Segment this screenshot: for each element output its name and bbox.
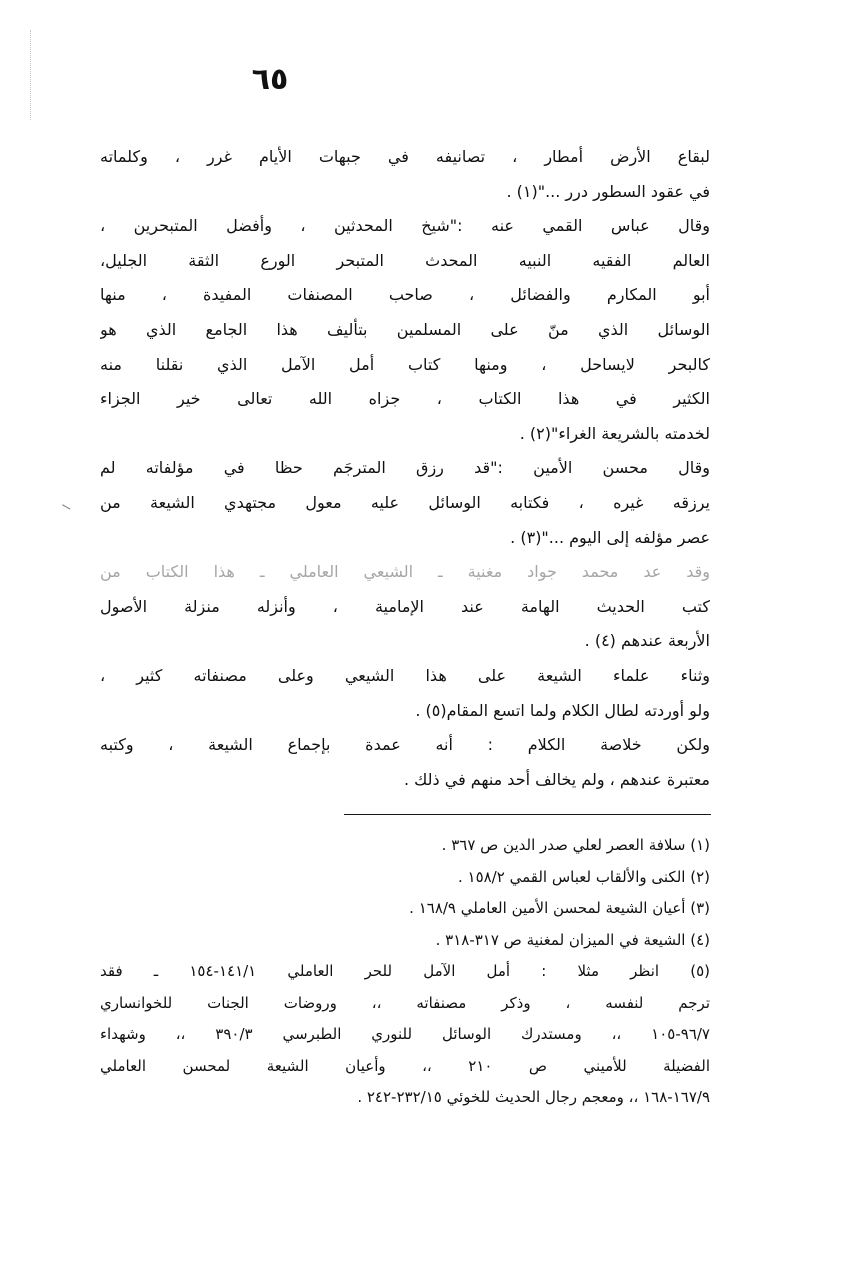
page-number: ٦٥ [251,62,289,97]
footnote-line: (٢) الكنى والألقاب لعباس القمي ١٥٨/٢ . [457,867,710,886]
body-line: ولكن خلاصة الكلام : أنه عمدة بإجماع الشيعة ، وكتبه [100,735,710,755]
body-line: وقال عباس القمي عنه :"شيخ المحدثين ، وأفضل المتبحرين ، [100,216,710,236]
footnotes [100,830,710,1114]
body-line: عصر مؤلفه إلى اليوم ..."(٣) . [510,527,710,547]
body-line: العالم الفقيه النبيه المحدث المتبحر الورع الثقة الجليل، [100,250,710,270]
body-line-faded: وقد عد محمد جواد مغنية ـ الشيعي العاملي ـ هذا الكتاب من [100,562,710,582]
body-line: وثناء علماء الشيعة على هذا الشيعي وعلى مصنفاته كثير ، [100,665,710,685]
body-line: أبو المكارم والفضائل ، صاحب المصنفات المفيدة ، منها [100,285,710,305]
margin-dots [30,30,33,120]
body-line: الوسائل الذي منّ على المسلمين بتأليف هذا الجامع الذي هو [100,319,710,339]
stray-pen-mark [62,496,75,509]
body-line: معتبرة عندهم ، ولم يخالف أحد منهم في ذلك . [403,769,710,789]
body-line: يرزقه غيره ، فكتابه الوسائل عليه معول مجتهدي الشيعة من [100,492,710,512]
footnote-line: (٣) أعيان الشيعة لمحسن الأمين العاملي ١٦٨/٩ . [409,899,710,917]
body-line: كالبحر لايساحل ، ومنها كتاب أمل الآمل الذي نقلنا منه [100,354,710,374]
body-line: الكثير في هذا الكتاب ، جزاه الله تعالى خير الجزاء [100,389,710,409]
footnote-line: ترجم لنفسه ، وذكر مصنفاته ،، وروضات الجنات للخوانساري [100,993,710,1012]
body-line: وقال محسن الأمين :"قد رزق المترجَم حظا في مؤلفاته لم [100,458,710,478]
body-line: كتب الحديث الهامة عند الإمامية ، وأنزله منزلة الأصول [100,596,710,616]
body-text [100,140,710,797]
body-line: لخدمته بالشريعة الغراء"(٢) . [519,423,710,443]
footnote-line: الفضيلة للأميني ص ٢١٠ ،، وأعيان الشيعة لمحسن العاملي [100,1056,710,1075]
body-line: في عقود السطور درر ..."(١) . [506,181,710,201]
body-line: ولو أوردته لطال الكلام ولما اتسع المقام(٥) . [415,700,710,720]
footnote-line: ٩٦/٧-١٠٥ ،، ومستدرك الوسائل للنوري الطبرسي ٣٩٠/٣ ،، وشهداء [100,1025,710,1043]
footnote-line: (٥) انظر مثلا : أمل الآمل للحر العاملي ١٤١/١-١٥٤ ـ فقد [100,962,710,980]
footnote-line: ١٦٧/٩-١٦٨ ،، ومعجم رجال الحديث للخوئي ٢٣٢/١٥-٢٤٢ . [357,1088,710,1106]
footnote-line: (٤) الشيعة في الميزان لمغنية ص ٣١٧-٣١٨ . [435,930,710,949]
footnote-line: (١) سلافة العصر لعلي صدر الدين ص ٣٦٧ . [441,836,710,854]
footnote-separator [344,814,711,815]
body-line: الأربعة عندهم (٤) . [584,631,710,651]
body-line: لبقاع الأرض أمطار ، تصانيفه في جبهات الأيام غرر ، وكلماته [100,147,710,166]
